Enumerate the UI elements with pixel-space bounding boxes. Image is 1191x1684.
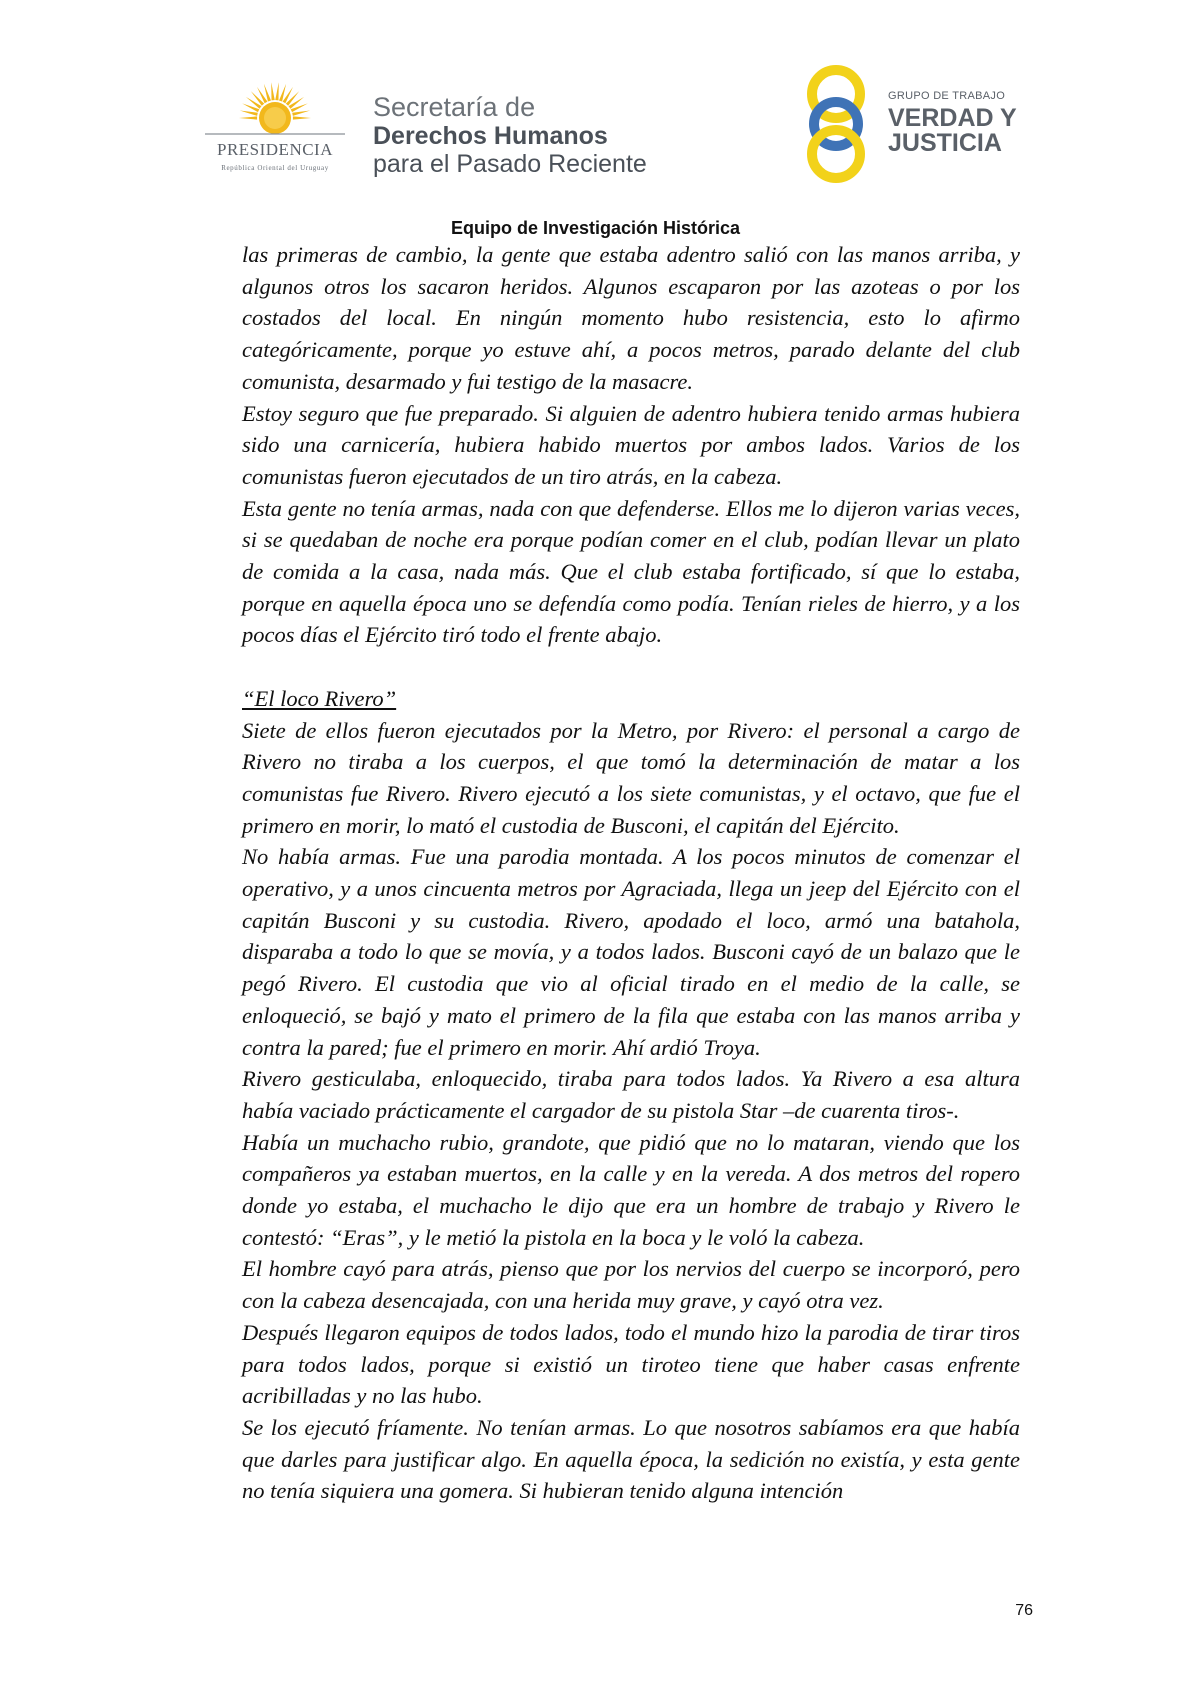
rings-emblem-icon <box>800 60 880 190</box>
grupo-title-line2: JUSTICIA <box>888 129 1002 157</box>
sun-ray-icon <box>289 97 305 109</box>
secretaria-title <box>373 92 647 178</box>
paragraph: Se los ejecutó fríamente. No tenían armas. Lo que nosotros sabíamos era que había que darles para justificar algo. En aquella época, la sedición no existía, y esta gente no tenía siquiera una gomera. Si hubieran tenido alguna intención <box>242 1415 1020 1504</box>
sun-ray-icon <box>246 97 262 109</box>
paragraph: No había armas. Fue una parodia montada. A los pocos minutos de comenzar el operativo, y a unos cincuenta metros por Agraciada, llega un jeep del Ejército con el capitán Busconi y su custodia. Rivero, apodado el loco, armó una batahola, disparaba a todo lo que se movía, y a todos lados. Busconi cayó de un balazo que le pegó Rivero. El custodia que vio al oficial tirado en el medio de la calle, se enloqueció, se bajó y mato el primero de la fila que estaba con las manos arriba y contra la pared; fue el primero en morir. Ahí ardió Troya. <box>242 844 1020 1060</box>
sun-ray-icon <box>239 116 257 119</box>
grupo-subtitle: GRUPO DE TRABAJO <box>888 90 1006 102</box>
sun-ray-icon <box>251 91 264 106</box>
secretaria-line3: para el Pasado Reciente <box>373 150 647 178</box>
secretaria-line1: Secretaría de <box>373 92 536 122</box>
presidencia-logo <box>195 78 355 188</box>
paragraph: Rivero gesticulaba, enloquecido, tiraba para todos lados. Ya Rivero a esa altura había vaciado prácticamente el cargador de su pistola Star –de cuarenta tiros-. <box>242 1066 1020 1123</box>
testimony-body <box>242 239 1020 1507</box>
presidencia-name: PRESIDENCIA <box>216 140 333 159</box>
paragraph: Esta gente no tenía armas, nada con que defenderse. Ellos me lo dijeron varias veces, si se quedaban de noche era porque podían comer en el club, podían llevar un plato de comida a la casa, nada más. Que el club estaba fortificado, sí que lo estaba, porque en aquella época uno se defendía como podía. Tenían rieles de hierro, y a los pocos días el Ejército tiró todo el frente abajo. <box>242 495 1020 648</box>
sun-ray-icon <box>293 116 311 119</box>
sun-ray-icon <box>286 91 299 106</box>
sun-ray-icon <box>271 82 274 100</box>
sun-ray-icon <box>240 111 258 116</box>
presidencia-subtitle: República Oriental del Uruguay <box>221 164 329 172</box>
paragraph: Estoy seguro que fue preparado. Si alguien de adentro hubiera tenido armas hubiera sido una carnicería, hubiera habido muertos por ambos lados. Varios de los comunistas fueron ejecutados de un tiro atrás, en la cabeza. <box>242 400 1020 489</box>
subheading-el-loco-rivero: “El loco Rivero” <box>242 685 397 711</box>
paragraph: Había un muchacho rubio, grandote, que pidió que no lo mataran, viendo que los compañeros ya estaban muertos, en la calle y en la vereda. A dos metros del ropero donde yo estaba, el muchacho le dijo que era un hombre de trabajo y Rivero le contestó: “Eras”, y le metió la pistola en la boca y le voló la cabeza. <box>242 1129 1020 1250</box>
paragraph: Después llegaron equipos de todos lados, todo el mundo hizo la parodia de tirar tiros para todos lados, porque si existió un tiroteo tiene que haber casas enfrente acribilladas y no las hubo. <box>242 1319 1020 1409</box>
section-title: Equipo de Investigación Histórica <box>450 218 741 238</box>
verdad-justicia-logo <box>800 60 1020 190</box>
sun-emblem-icon <box>195 78 355 148</box>
sun-ray-icon <box>275 82 278 100</box>
sun-ray-icon <box>292 111 310 116</box>
secretaria-line2: Derechos Humanos <box>373 122 608 150</box>
page-number: 76 <box>1015 1602 1033 1619</box>
paragraph: El hombre cayó para atrás, pienso que por los nervios del cuerpo se incorporó, pero con la cabeza desencajada, con una herida muy grave, y cayó otra vez. <box>242 1256 1020 1314</box>
paragraph: Siete de ellos fueron ejecutados por la Metro, por Rivero: el personal a cargo de Rivero no tiraba a los cuerpos, el que tomó la determinación de matar a los comunistas fue Rivero. Rivero ejecutó a los siete comunistas, y el octavo, que fue el primero en morir, lo mató el custodia de Busconi, el capitán del Ejército. <box>242 717 1020 838</box>
grupo-title-line1: VERDAD Y <box>888 104 1017 132</box>
paragraph: las primeras de cambio, la gente que estaba adentro salió con las manos arriba, y algunos otros los sacaron heridos. Algunos escaparon por las azoteas o por los costados del local. En ningún momento hubo resistencia, esto lo afirmo categóricamente, porque yo estuve ahí, a pocos metros, parado delante del club comunista, desarmado y fui testigo de la masacre. <box>242 242 1020 394</box>
